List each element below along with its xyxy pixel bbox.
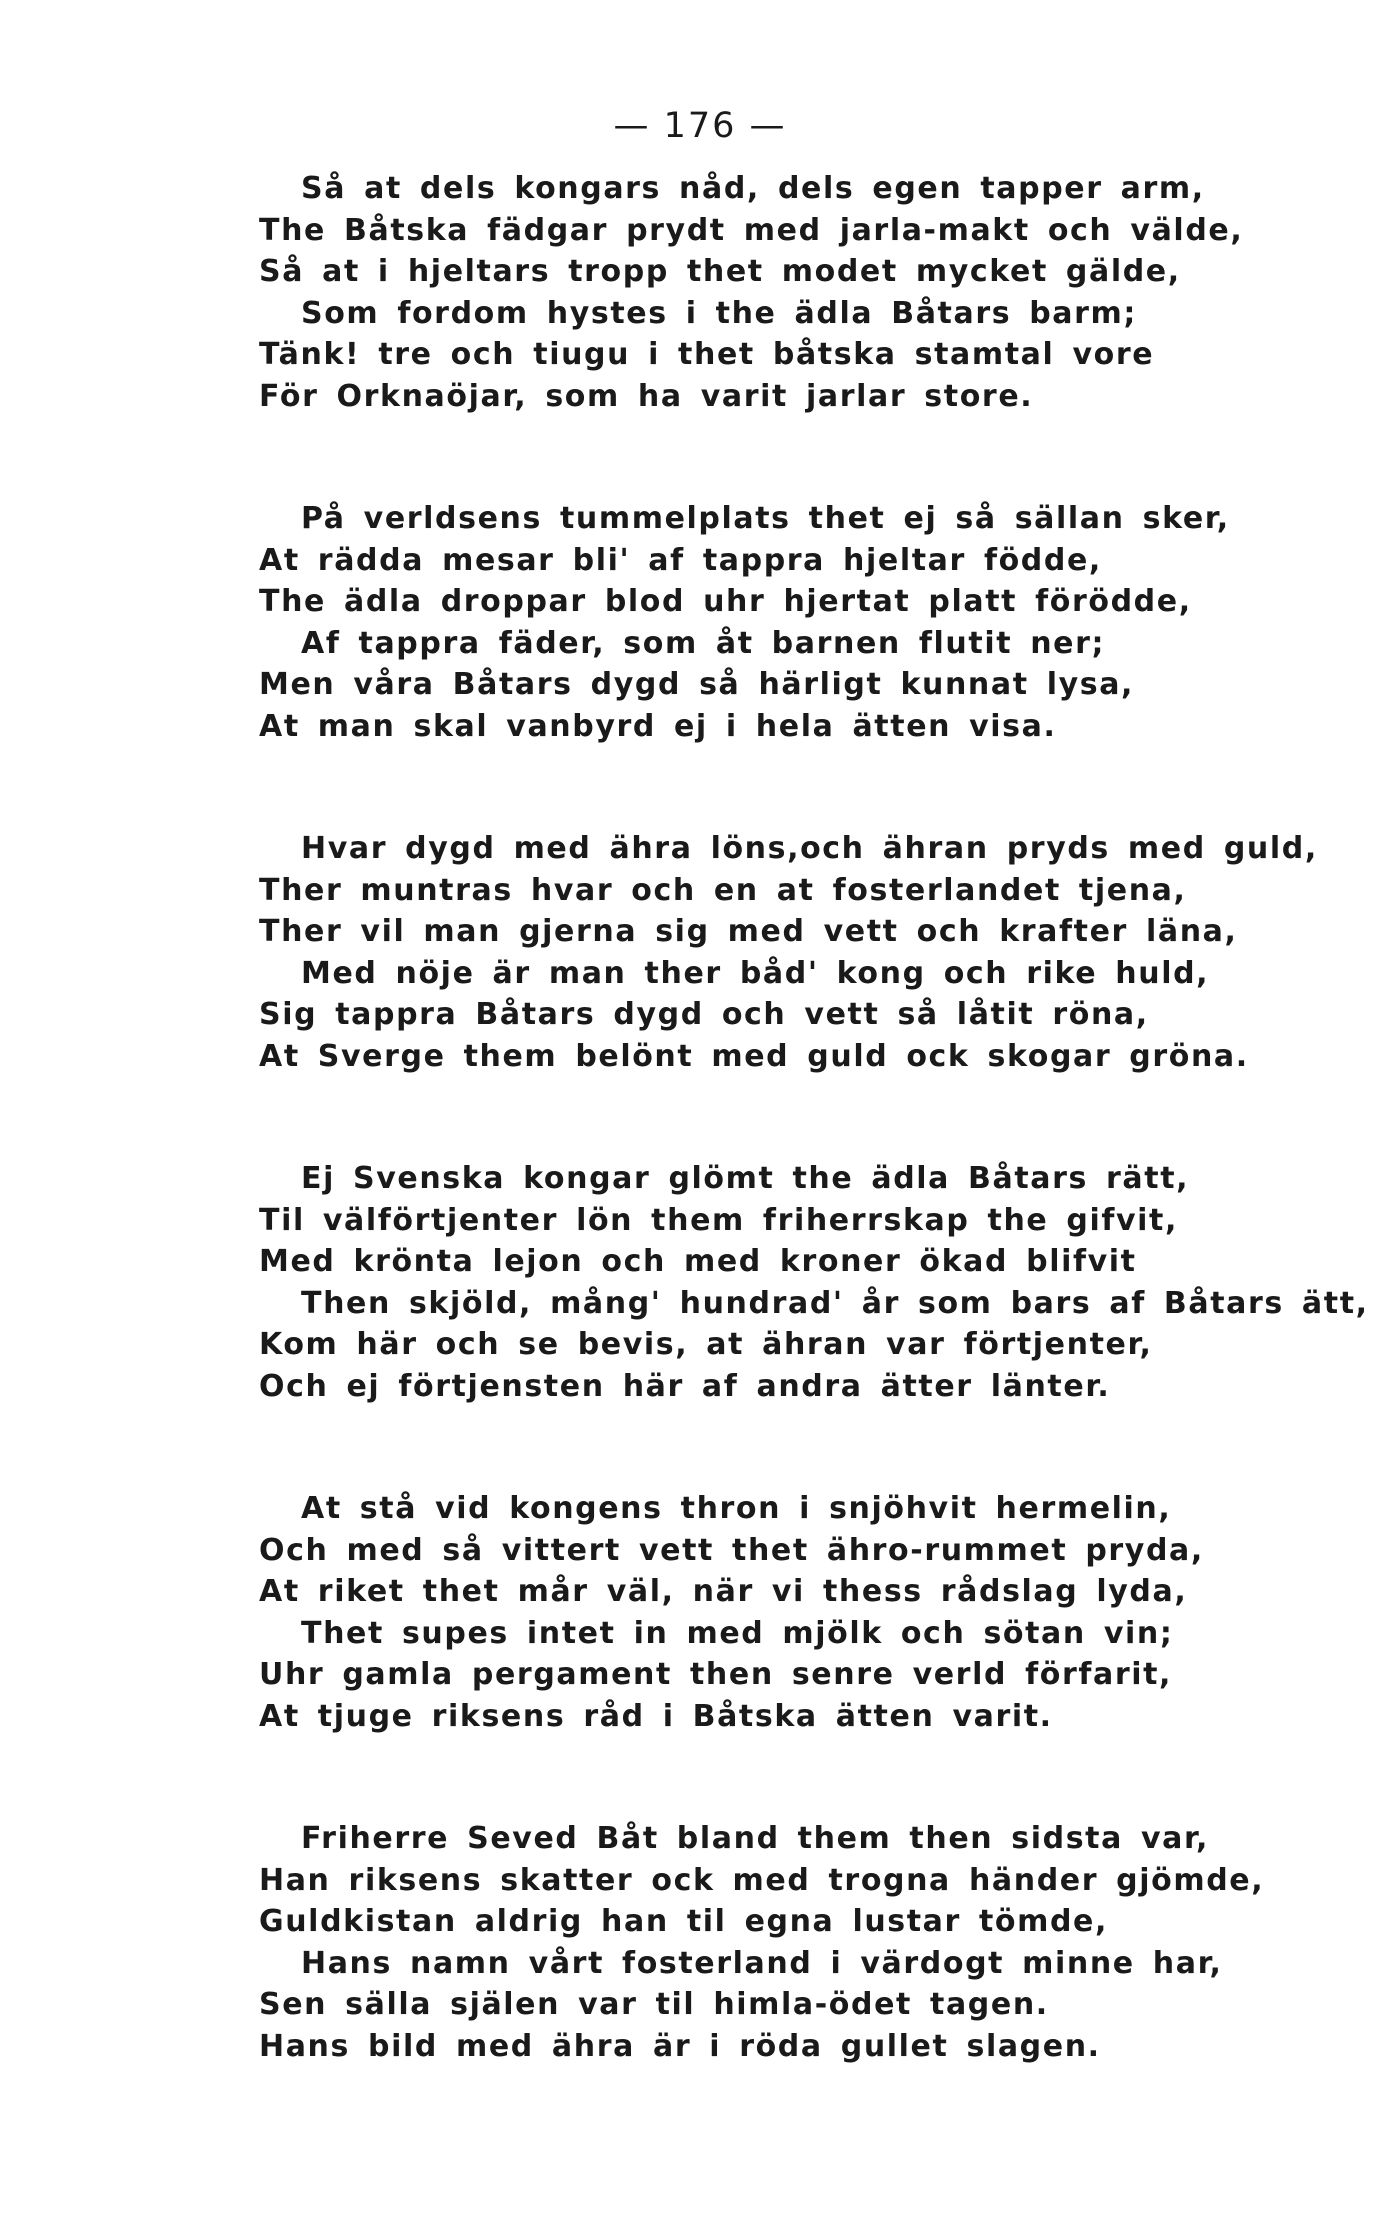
poem-line: Ej Svenska kongar glömt the ädla Båtars rätt, <box>301 1161 1190 1196</box>
poem-line: Sen sälla själen var til himla-ödet tagen. <box>259 1987 1049 2022</box>
poem-line: At Sverge them belönt med guld ock skogar gröna. <box>259 1038 1249 1074</box>
stanza <box>259 828 1318 1077</box>
poem-line: Hans namn vårt fosterland i värdogt minne har, <box>301 1945 1223 1981</box>
poem-line: Hvar dygd med ähra löns,och ähran pryds med guld, <box>301 831 1318 866</box>
poem-line: Friherre Seved Båt bland them then sidsta var, <box>301 1821 1209 1856</box>
poem-line: Sig tappra Båtars dygd och vett så låtit röna, <box>259 997 1149 1032</box>
poem-line: The ädla droppar blod uhr hjertat platt förödde, <box>259 584 1192 619</box>
poem-line: The Båtska fädgar prydt med jarla-makt och välde, <box>259 212 1244 248</box>
poem-line: Kom här och se bevis, at ähran var förtjenter, <box>259 1327 1153 1362</box>
poem-line: Then skjöld, mång' hundrad' år som bars af Båtars ätt, <box>301 1285 1369 1321</box>
stanza <box>259 168 1259 417</box>
poem-line: Tänk! tre och tiugu i thet båtska stamtal vore <box>259 337 1155 372</box>
poem-line: Hans bild med ähra är i röda gullet slagen. <box>259 2028 1101 2064</box>
poem-line: At man skal vanbyrd ej i hela ätten visa. <box>259 708 1057 744</box>
poem-line: Guldkistan aldrig han til egna lustar tömde, <box>259 1904 1108 1939</box>
poem <box>259 168 1369 2148</box>
poem-line: Och med så vittert vett thet ähro-rummet pryda, <box>259 1532 1204 1568</box>
poem-line: Ther vil man gjerna sig med vett och krafter läna, <box>259 914 1238 949</box>
poem-line: Med nöje är man ther båd' kong och rike huld, <box>301 955 1210 991</box>
stanza <box>259 1488 1259 1737</box>
stanza <box>259 498 1259 747</box>
poem-line: At tjuge riksens råd i Båtska ätten varit. <box>259 1698 1053 1734</box>
poem-line: Uhr gamla pergament then senre verld förfarit, <box>259 1657 1173 1692</box>
poem-line: At stå vid kongens thron i snjöhvit hermelin, <box>301 1491 1172 1526</box>
poem-line: Men våra Båtars dygd så härligt kunnat lysa, <box>259 667 1135 702</box>
poem-line: Af tappra fäder, som åt barnen flutit ner; <box>301 625 1106 661</box>
poem-line: At rädda mesar bli' af tappra hjeltar födde, <box>259 542 1102 578</box>
page-number: — 176 — <box>613 106 787 146</box>
poem-line: Och ej förtjensten här af andra ätter länter. <box>259 1368 1111 1404</box>
poem-line: Med krönta lejon och med kroner ökad blifvit <box>259 1244 1137 1279</box>
stanza <box>259 1818 1265 2067</box>
stanza <box>259 1158 1369 1407</box>
poem-line: Ther muntras hvar och en at fosterlandet tjena, <box>259 872 1187 908</box>
poem-line: Så at i hjeltars tropp thet modet mycket gälde, <box>259 254 1181 289</box>
poem-line: Til välförtjenter lön them friherrskap the gifvit, <box>259 1202 1178 1238</box>
poem-line: Så at dels kongars nåd, dels egen tapper arm, <box>301 171 1205 206</box>
poem-line: Thet supes intet in med mjölk och sötan vin; <box>301 1615 1174 1651</box>
poem-line: Han riksens skatter ock med trogna händer gjömde, <box>259 1862 1265 1898</box>
poem-line: Som fordom hystes i the ädla Båtars barm; <box>301 295 1137 331</box>
poem-line: At riket thet mår väl, när vi thess rådslag lyda, <box>259 1574 1188 1609</box>
poem-line: På verldsens tummelplats thet ej så sällan sker, <box>301 501 1230 536</box>
poem-line: För Orknaöjar, som ha varit jarlar store. <box>259 378 1034 414</box>
